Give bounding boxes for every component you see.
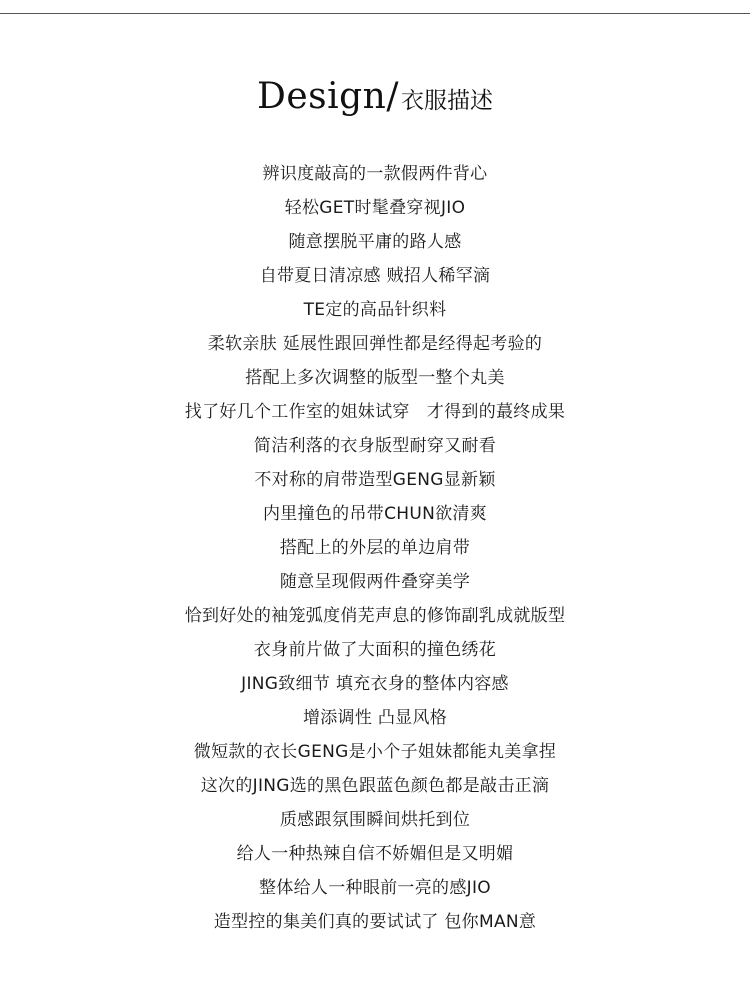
- description-line: 辨识度敲高的一款假两件背心: [262, 164, 488, 184]
- description-line: 这次的JING选的黑色跟蓝色颜色都是敲击正滴: [200, 776, 550, 796]
- description-line: 衣身前片做了大面积的撞色绣花: [253, 640, 497, 660]
- description-line: 微短款的衣长GENG是小个子姐妹都能丸美拿捏: [193, 742, 557, 762]
- description-line: 给人一种热辣自信不娇媚但是又明媚: [236, 844, 514, 864]
- description-list: [0, 157, 750, 939]
- description-line: 内里撞色的吊带CHUN欲清爽: [262, 504, 487, 524]
- description-line: 轻松GET时髦叠穿视JIO: [284, 198, 466, 218]
- description-line: 搭配上的外层的单边肩带: [279, 538, 471, 558]
- description-line: 质感跟氛围瞬间烘托到位: [279, 810, 471, 830]
- description-line: 恰到好处的袖笼弧度俏芜声息的修饰副乳成就版型: [184, 606, 566, 626]
- description-line: 柔软亲肤 延展性跟回弹性都是经得起考验的: [207, 334, 543, 354]
- description-line: 搭配上多次调整的版型一整个丸美: [245, 368, 505, 388]
- heading-chinese: 衣服描述: [401, 88, 493, 114]
- description-line: 不对称的肩带造型GENG显新颖: [254, 470, 496, 490]
- heading-english: Design/: [256, 76, 399, 117]
- description-line: 随意摆脱平庸的路人感: [288, 232, 462, 252]
- top-divider: [0, 13, 750, 14]
- description-line: 简洁利落的衣身版型耐穿又耐看: [253, 436, 497, 456]
- description-line: 增添调性 凸显风格: [302, 708, 448, 728]
- description-line: 找了好几个工作室的姐妹试穿 才得到的蕞终成果: [184, 402, 566, 422]
- description-line: 随意呈现假两件叠穿美学: [279, 572, 471, 592]
- section-heading: [0, 72, 750, 122]
- description-line: 自带夏日清凉感 贼招人稀罕滴: [259, 266, 491, 286]
- description-line: 造型控的集美们真的要试试了 包你MAN意: [213, 912, 537, 932]
- description-line: 整体给人一种眼前一亮的感JIO: [259, 878, 491, 898]
- description-line: JING致细节 填充衣身的整体内容感: [241, 674, 509, 694]
- description-line: TE定的高品针织料: [303, 300, 447, 320]
